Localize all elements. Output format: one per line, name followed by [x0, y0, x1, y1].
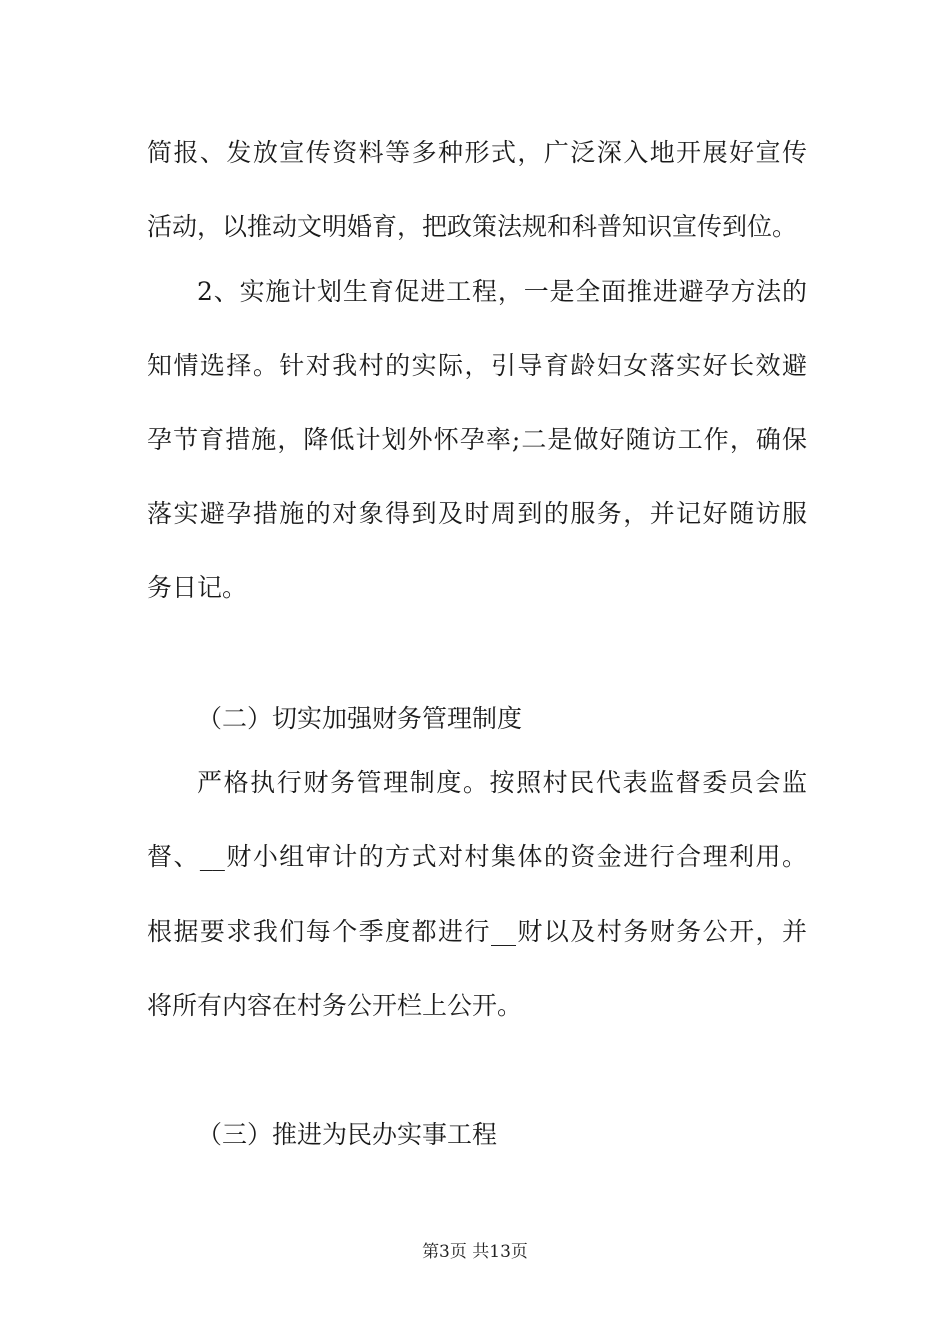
section-2-line-3: 根据要求我们每个季度都进行__财以及村务财务公开，并 [147, 917, 807, 946]
paragraph-2-line-5: 务日记。 [147, 573, 248, 602]
section-2-line-4: 将所有内容在村务公开栏上公开。 [147, 991, 523, 1020]
paragraph-1-line-1: 简报、发放宣传资料等多种形式，广泛深入地开展好宣传 [147, 138, 807, 167]
section-2-heading: （二）切实加强财务管理制度 [197, 704, 523, 733]
paragraph-2-line-4: 落实避孕措施的对象得到及时周到的服务，并记好随访服 [147, 499, 807, 528]
section-2-line-1: 严格执行财务管理制度。按照村民代表监督委员会监 [197, 768, 807, 797]
paragraph-2-line-3: 孕节育措施，降低计划外怀孕率;二是做好随访工作，确保 [147, 425, 807, 454]
section-2-line-2: 督、__财小组审计的方式对村集体的资金进行合理利用。 [147, 842, 807, 871]
paragraph-2-line-2: 知情选择。针对我村的实际，引导育龄妇女落实好长效避 [147, 351, 807, 380]
paragraph-2-line-1: 2、实施计划生育促进工程，一是全面推进避孕方法的 [197, 277, 807, 306]
section-3-heading: （三）推进为民办实事工程 [197, 1120, 498, 1149]
page-number-footer: 第3页 共13页 [422, 1242, 528, 1262]
paragraph-1-line-2: 活动，以推动文明婚育，把政策法规和科普知识宣传到位。 [147, 212, 798, 241]
